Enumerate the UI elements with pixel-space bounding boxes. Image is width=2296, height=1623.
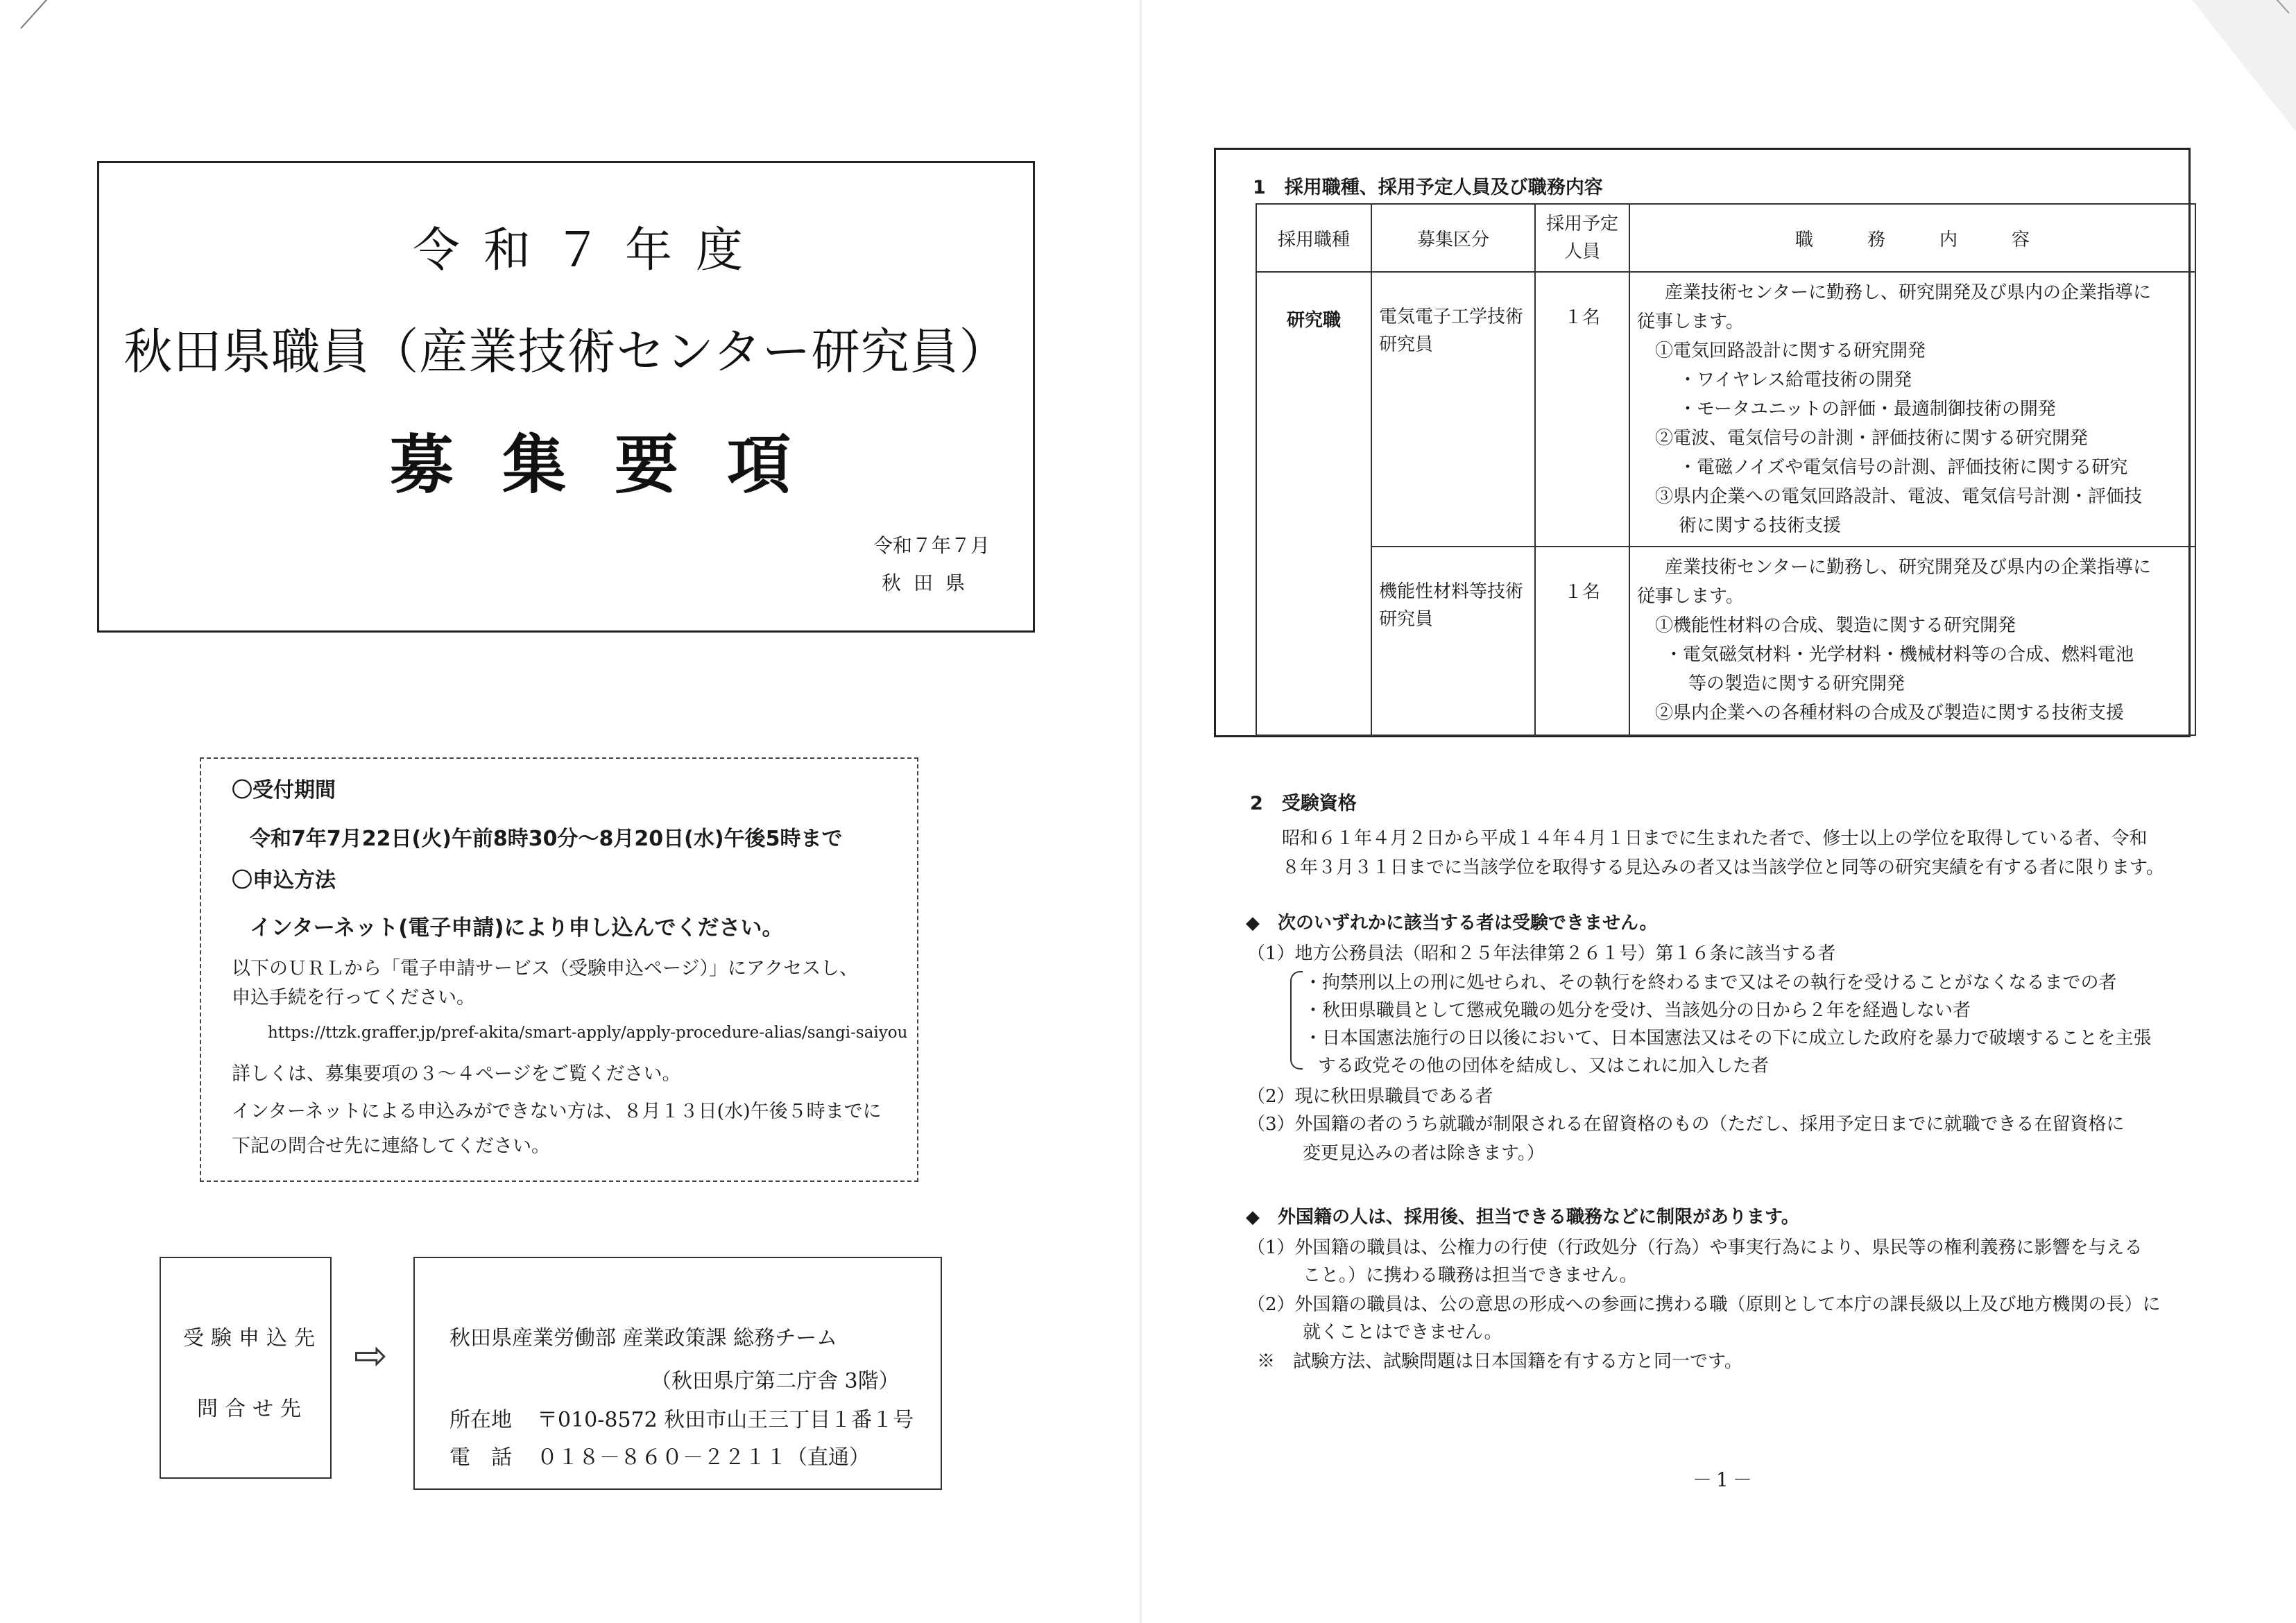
details-line: 詳しくは、募集要項の３～４ページをご覧ください。	[232, 1063, 681, 1085]
category-line-1: 機能性材料等技術	[1379, 581, 1524, 602]
duty-line: ①電気回路設計に関する研究開発	[1655, 341, 1926, 361]
duty-line: ②県内企業への各種材料の合成及び製造に関する技術支援	[1655, 703, 2125, 723]
contact-details-box	[413, 1257, 942, 1490]
application-period: 令和7年7月22日(火)午前8時30分～8月20日(水)午後5時まで	[250, 827, 843, 851]
ineligible-item-3a: （3）外国籍の者のうち就職が制限される在留資格のもの（ただし、採用予定日までに就職できる在留資格に	[1247, 1114, 2125, 1135]
instruction-line-2: 申込手続を行ってください。	[232, 987, 475, 1008]
header-count-line-2: 人員	[1563, 241, 1600, 262]
contact-label-2: 問合せ先	[197, 1397, 308, 1421]
eligibility-line-2: ８年３月３１日までに当該学位を取得する見込みの者又は当該学位と同等の研究実績を有する者に限ります。	[1282, 857, 2164, 878]
header-category: 募集区分	[1371, 204, 1535, 272]
ineligible-item-1: （1）地方公務員法（昭和２５年法律第２６１号）第１６条に該当する者	[1247, 943, 1836, 964]
header-count	[1535, 204, 1629, 272]
title-box	[97, 161, 1035, 633]
section1-title: 1 採用職種、採用予定人員及び職務内容	[1253, 177, 1603, 198]
title-main: 秋田県職員（産業技術センター研究員）	[123, 323, 1009, 380]
bracket	[1290, 971, 1303, 1070]
table-row	[1256, 272, 2195, 547]
page-number: －1－	[1693, 1468, 1756, 1491]
page-gutter	[1140, 0, 1142, 1623]
duty-line: 従事します。	[1637, 311, 1744, 332]
foreign-item-2a: （2）外国籍の職員は、公の意思の形成への参画に携わる職（原則として本庁の課長級以上及び地方機関の長）に	[1247, 1294, 2161, 1315]
ineligible-sub-4: する政党その他の団体を結成し、又はこれに加入した者	[1318, 1056, 1770, 1076]
table-header-row	[1256, 204, 2195, 272]
header-job: 採用職種	[1256, 204, 1371, 272]
foreign-item-1b: こと。）に携わる職務は担当できません。	[1303, 1265, 1638, 1286]
job-type	[1256, 272, 1371, 735]
foreign-note: ※ 試験方法、試験問題は日本国籍を有する方と同一です。	[1257, 1351, 1742, 1372]
application-info-box	[200, 757, 918, 1182]
application-method: インターネット(電子申請)により申し込んでください。	[250, 916, 784, 941]
offline-line-2: 下記の問合せ先に連絡してください。	[232, 1135, 550, 1157]
phone-label: 電 話	[449, 1445, 512, 1470]
offline-line-1: インターネットによる申込みができない方は、８月１３日(水)午後５時までに	[232, 1101, 882, 1122]
foreign-item-2b: 就くことはできません。	[1303, 1322, 1502, 1343]
period-heading: 〇受付期間	[232, 778, 336, 802]
ineligible-item-2: （2）現に秋田県職員である者	[1247, 1086, 1493, 1107]
duty-line: 等の製造に関する研究開発	[1688, 673, 1905, 694]
count-value: １名	[1563, 582, 1600, 603]
ineligible-sub-2: ・秋田県職員として懲戒免職の処分を受け、当該処分の日から２年を経過しない者	[1304, 1000, 1971, 1021]
contact-building: （秋田県庁第二庁舎 3階）	[651, 1369, 900, 1393]
contact-label-box	[160, 1257, 332, 1479]
header-count-line-1: 採用予定	[1545, 214, 1618, 234]
duty-line: ・電磁ノイズや電気信号の計測、評価技術に関する研究	[1679, 457, 2128, 478]
duty-line: ・ワイヤレス給電技術の開発	[1679, 370, 1912, 390]
application-url[interactable]: https://ttzk.graffer.jp/pref-akita/smart-apply/apply-procedure-alias/sangi-saiyou	[268, 1024, 908, 1042]
method-heading: 〇申込方法	[232, 868, 336, 893]
category-line-1: 電気電子工学技術	[1379, 307, 1524, 327]
count-cell	[1535, 547, 1629, 735]
eligibility-line-1: 昭和６１年４月２日から平成１４年４月１日までに生まれた者で、修士以上の学位を取得している者、令和	[1282, 828, 2148, 849]
category-line-2: 研究員	[1379, 334, 1434, 355]
duty-line: 産業技術センターに勤務し、研究開発及び県内の企業指導に	[1665, 557, 2151, 578]
category-line-2: 研究員	[1379, 609, 1434, 630]
foreign-title: ◆ 外国籍の人は、採用後、担当できる職務などに制限があります。	[1246, 1207, 1799, 1228]
duty-cell	[1629, 547, 2195, 735]
duty-line: 従事します。	[1637, 586, 1744, 607]
duty-line: ②電波、電気信号の計測・評価技術に関する研究開発	[1655, 428, 2089, 449]
contact-dept: 秋田県産業労働部 産業政策課 総務チーム	[449, 1326, 838, 1350]
duty-line: 産業技術センターに勤務し、研究開発及び県内の企業指導に	[1665, 282, 2151, 303]
ineligible-sub-1: ・拘禁刑以上の刑に処せられ、その執行を終わるまで又はその執行を受けることがなくなるまでの者	[1304, 972, 2117, 993]
title-year: 令和７年度	[412, 223, 766, 278]
duty-line: ③県内企業への電気回路設計、電波、電気信号計測・評価技	[1655, 486, 2143, 507]
contact-address: 〒010-8572 秋田市山王三丁目１番１号	[537, 1408, 914, 1432]
duty-line: ①機能性材料の合成、製造に関する研究開発	[1655, 615, 2016, 636]
duty-cell	[1629, 272, 2195, 547]
issuer: 秋田県	[881, 572, 977, 594]
issue-date: 令和７年７月	[873, 534, 990, 557]
table-row	[1256, 547, 2195, 735]
contact-phone: ０１８－８６０－２２１１（直通）	[537, 1445, 870, 1470]
duty-line: ・モータユニットの評価・最適制御技術の開発	[1679, 399, 2056, 420]
job-type-label: 研究職	[1286, 310, 1341, 331]
ineligible-sub-3: ・日本国憲法施行の日以後において、日本国憲法又はその下に成立した政府を暴力で破壊することを主張	[1304, 1028, 2152, 1049]
foreign-item-1a: （1）外国籍の職員は、公権力の行使（行政処分（行為）や事実行為により、県民等の権利義務に影響を与える	[1247, 1237, 2143, 1258]
instruction-line-1: 以下のＵＲＬから「電子申請サービス（受験申込ページ）」にアクセスし、	[232, 958, 859, 979]
count-value: １名	[1563, 307, 1600, 328]
contact-label-1: 受験申込先	[183, 1326, 322, 1350]
scan-mark	[20, 0, 55, 29]
ineligible-title: ◆ 次のいずれかに該当する者は受験できません。	[1246, 913, 1658, 934]
duty-line: 術に関する技術支援	[1679, 515, 1842, 536]
header-duty: 職 務 内 容	[1629, 204, 2195, 272]
ineligible-item-3b: 変更見込みの者は除きます。）	[1303, 1143, 1545, 1164]
page-fold	[2192, 0, 2296, 132]
address-label: 所在地	[449, 1408, 512, 1432]
category-cell	[1371, 547, 1535, 735]
arrow-right-icon: ⇨	[354, 1332, 388, 1379]
jobs-table	[1256, 203, 2196, 736]
category-cell	[1371, 272, 1535, 547]
count-cell	[1535, 272, 1629, 547]
section2-title: 2 受験資格	[1250, 793, 1357, 814]
duty-line: ・電気磁気材料・光学材料・機械材料等の合成、燃料電池	[1665, 644, 2134, 665]
title-sub: 募集要項	[389, 428, 839, 502]
